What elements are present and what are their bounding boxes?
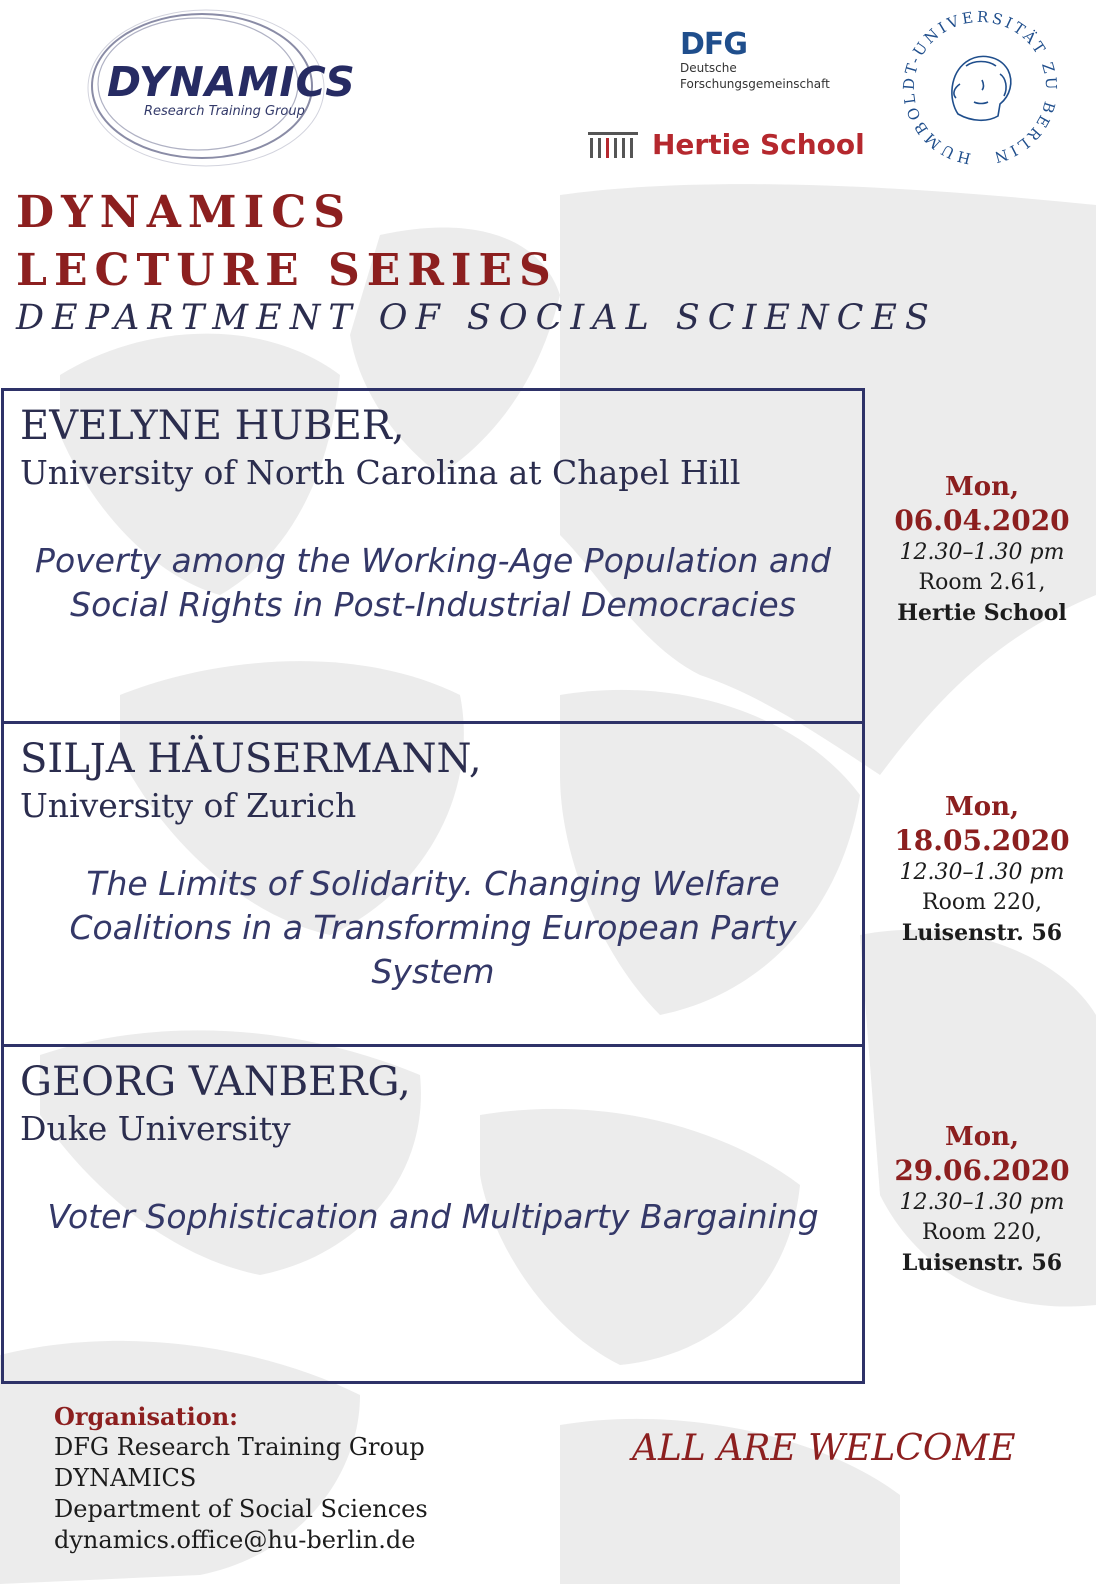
lecture-item — [4, 391, 862, 724]
dfg-logo-line2: Forschungsgemeinschaft — [680, 77, 830, 91]
dfg-logo — [680, 27, 830, 92]
organisation-heading: Organisation: — [54, 1402, 239, 1431]
hertie-columns-icon — [588, 132, 638, 158]
lecture-room: Room 220, — [922, 1220, 1042, 1245]
lecture-affiliation: University of Zurich — [20, 786, 357, 825]
lecture-time: 12.30–1.30 pm — [899, 1190, 1065, 1215]
organisation-line: Department of Social Sciences — [54, 1495, 428, 1523]
lecture-day: Mon, — [944, 1122, 1020, 1152]
lecture-date: 29.06.2020 — [894, 1154, 1070, 1187]
lecture-item — [4, 1047, 862, 1381]
lecture-place: Luisenstr. 56 — [901, 920, 1063, 946]
dfg-logo-line1: Deutsche — [680, 61, 737, 75]
organisation-line: DFG Research Training Group — [54, 1433, 425, 1461]
humboldt-seal-icon — [888, 4, 1072, 174]
page-title — [16, 184, 558, 300]
lecture-affiliation: Duke University — [20, 1109, 291, 1148]
organisation-block — [54, 1402, 428, 1556]
lecture-speaker: SILJA HÄUSERMANN, — [20, 736, 482, 782]
lecture-date: 06.04.2020 — [894, 504, 1070, 537]
humboldt-seal — [888, 4, 1072, 174]
lecture-speaker: GEORG VANBERG, — [20, 1059, 411, 1105]
lecture-talk-title: The Limits of Solidarity. Changing Welfare Coalitions in a Transforming European Party System — [69, 864, 797, 991]
lecture-date: 18.05.2020 — [894, 824, 1070, 857]
dfg-logo-mark: DFG — [680, 27, 748, 62]
lecture-day: Mon, — [944, 792, 1020, 822]
hertie-logo — [588, 128, 865, 161]
svg-text:HUMBOLDT-UNIVERSITÄT ZU BERLIN: HUMBOLDT-UNIVERSITÄT ZU BERLIN — [899, 7, 1061, 168]
lecture-affiliation: University of North Carolina at Chapel Hill — [20, 453, 741, 492]
organisation-email[interactable]: dynamics.office@hu-berlin.de — [54, 1526, 416, 1554]
lecture-date-block — [872, 470, 1092, 628]
organisation-line: DYNAMICS — [54, 1464, 197, 1492]
lecture-speaker: EVELYNE HUBER, — [20, 403, 405, 449]
lecture-place: Luisenstr. 56 — [901, 1250, 1063, 1276]
lecture-list — [1, 388, 865, 1384]
lecture-day: Mon, — [944, 472, 1020, 502]
welcome-message: ALL ARE WELCOME — [632, 1428, 1016, 1469]
lecture-time: 12.30–1.30 pm — [899, 860, 1065, 885]
lecture-talk-title: Voter Sophistication and Multiparty Bargaining — [47, 1197, 819, 1236]
lecture-date-block — [872, 1120, 1092, 1278]
lecture-date-block — [872, 790, 1092, 948]
dynamics-logo-word: DYNAMICS — [107, 58, 356, 106]
page-subtitle: DEPARTMENT OF SOCIAL SCIENCES — [16, 298, 937, 338]
lecture-time: 12.30–1.30 pm — [899, 540, 1065, 565]
page-title-line1: DYNAMICS — [16, 187, 353, 238]
dynamics-logo — [62, 4, 362, 174]
lecture-item — [4, 724, 862, 1047]
page-title-line2: LECTURE SERIES — [16, 245, 558, 296]
lecture-room: Room 220, — [922, 890, 1042, 915]
lecture-talk-title: Poverty among the Working-Age Population and Social Rights in Post-Industrial Democracies — [35, 541, 831, 624]
lecture-place: Hertie School — [897, 600, 1067, 626]
lecture-room: Room 2.61, — [918, 570, 1046, 595]
dynamics-logo-subtitle: Research Training Group — [144, 104, 305, 119]
hertie-logo-name: Hertie School — [652, 128, 865, 161]
